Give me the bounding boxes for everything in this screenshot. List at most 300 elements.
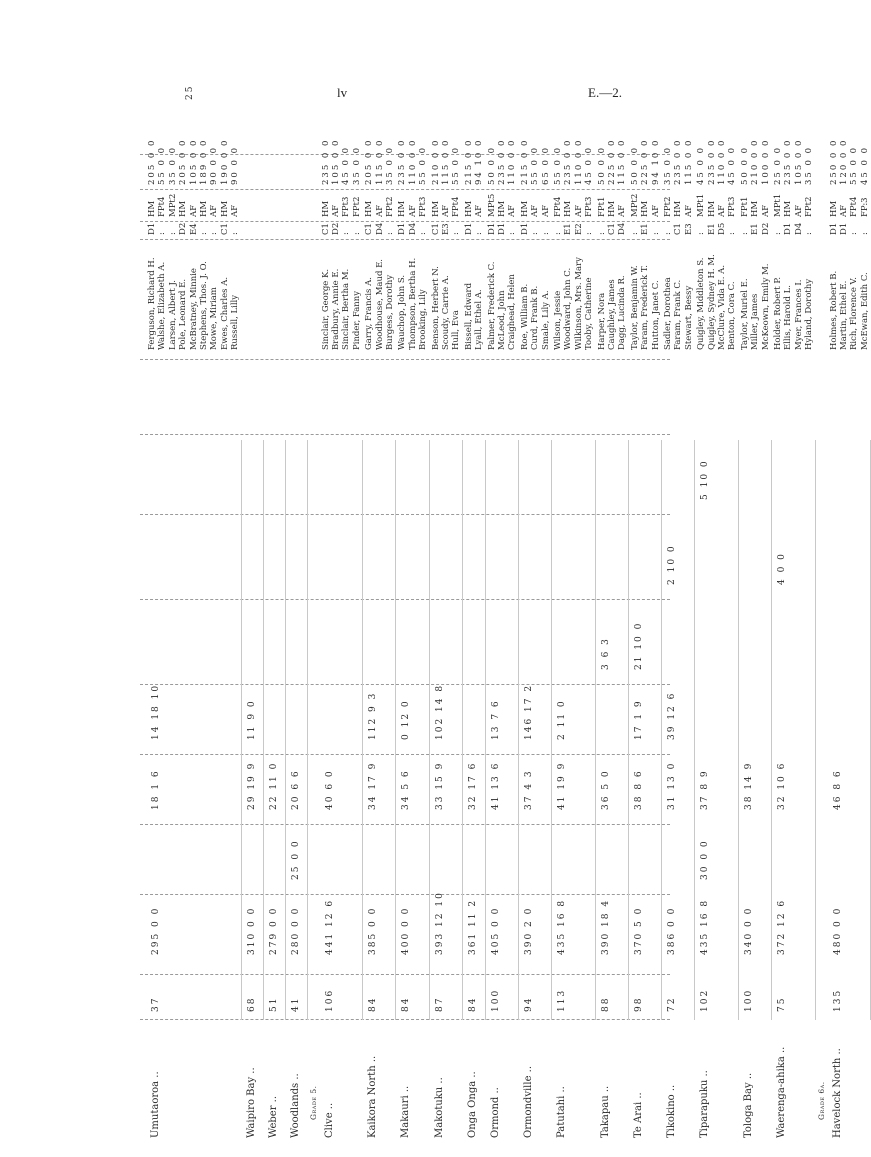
rule [140,1019,670,1020]
school-name: Makauri .. [400,1085,412,1138]
col6-amount: 102 14 8 [434,683,445,740]
teacher-classification: : [727,232,738,235]
row-separator [263,440,264,1020]
teacher-name: Myer, Frances I. [793,279,804,350]
teacher-name: Brooking, Lily [418,289,429,350]
salary-total: 390 2 0 [523,906,534,955]
rotated-table [140,60,870,1140]
col8-amount: 4 0 0 [777,552,787,585]
teacher-salary: 90 0 0 [230,145,241,185]
teacher-position: HM [364,200,375,217]
salary-total: 385 0 0 [368,906,379,955]
teacher-name: Russell, Lilly [230,294,241,350]
teacher-salary: 55 0 0 [553,145,563,185]
teacher-classification: : [596,232,607,235]
teacher-position: FPt1 [596,196,607,217]
school-name: Tikokino .. [666,1084,677,1138]
teacher-salary: 225 0 0 [640,138,651,185]
teacher-position: AF [441,204,451,217]
teacher-position: AF [407,204,418,217]
average-attendance: 37 [151,996,161,1012]
col6-amount: 0 12 0 [401,699,412,740]
teacher-salary: 205 0 0 [147,138,157,185]
page-number: lv [337,85,348,100]
teacher-classification: D1 [783,222,794,235]
teacher-position: AF [507,204,518,217]
teacher-classification: : [507,232,518,235]
school-name: Umutaoroa .. [150,1071,161,1138]
teacher-classification: E2 [573,223,584,235]
teacher-classification: D2 [331,222,341,235]
teacher-name: McBratney, Minnie [188,268,199,350]
teacher-name: Benson, Herbert N. [430,266,441,350]
teacher-salary: 115 0 0 [374,138,385,185]
row-separator [694,440,695,1020]
salary-total: 280 0 0 [290,906,301,955]
teacher-position: AF [617,204,628,217]
teacher-salary: 110 0 0 [717,138,727,185]
school-name: Ormond .. [489,1087,501,1138]
salary-total: 400 0 0 [401,906,412,955]
teacher-position: MPt1 [696,193,707,217]
school-name: Makotuku .. [433,1077,445,1138]
average-attendance: 88 [600,996,611,1012]
salary-total: 386 0 0 [667,906,677,955]
teacher-name: Pole, Leonard E. [178,278,189,350]
teacher-position: AF [717,204,727,217]
teacher-salary: 25 0 0 [773,145,783,185]
col5-amount: 18 1 6 [151,769,161,810]
teacher-classification: E1 [706,223,717,235]
teacher-salary: 115 0 0 [441,138,451,185]
teacher-classification: : [199,232,209,235]
teacher-classification: : [804,232,815,235]
teacher-name: Pinder, Fanny [351,290,362,350]
school-name: Woodlands .. [289,1073,301,1138]
col5-amount: 36 5 0 [600,769,611,810]
average-attendance: 106 [324,988,335,1012]
teacher-name: McEwan, Edith C. [859,272,870,350]
teacher-name: Ewes, Charles A. [219,276,230,350]
teacher-position: FPt2 [351,196,362,217]
teacher-name: Wilkinson, Mrs. Mary [573,257,584,350]
teacher-name: Martin, Ethel E. [839,280,849,350]
teacher-classification: : [474,232,485,235]
teacher-position: FPt2 [804,196,815,217]
rule [140,974,670,975]
teacher-salary: 215 0 0 [519,138,530,185]
teacher-salary: 55 0 0 [157,145,168,185]
teacher-salary: 120 0 0 [839,138,849,185]
teacher-salary: 250 0 0 [828,138,839,185]
teacher-classification: : [584,232,595,235]
teacher-salary: 205 0 0 [178,138,189,185]
rule [140,894,670,895]
teacher-classification: D4 [407,222,418,235]
teacher-classification: E1 [640,223,651,235]
teacher-salary: 190 0 0 [219,138,230,185]
teacher-name: Quigley, Middleton S. [696,257,707,350]
teacher-classification: D1 [497,222,507,235]
teacher-classification: : [663,232,673,235]
teacher-classification: : [167,232,178,235]
teacher-salary: 55 0 0 [418,145,429,185]
teacher-name: Scoudy, Carrie A. [441,275,451,350]
teacher-position: MPt2 [629,193,640,217]
teacher-classification: : [230,232,241,235]
salary-total: 340 0 0 [743,906,754,955]
col5-amount: 41 19 9 [557,761,567,810]
teacher-salary: 35 0 0 [663,145,673,185]
teacher-salary: 65 0 0 [540,145,551,185]
teacher-classification: D1 [147,222,157,235]
col5-amount: 41 13 6 [490,761,501,810]
col6-amount: 39 12 6 [667,691,677,740]
teacher-name: Hyland, Dorothy [804,278,815,350]
row-separator [815,440,816,1020]
rule [140,239,670,240]
row-separator [738,440,739,1020]
teacher-name: Tooby, Catherine [584,277,595,350]
teacher-name: Caughley, James [607,279,617,350]
row-separator [462,440,463,1020]
col6-amount: 14 18 10 [151,683,161,740]
teacher-classification: D4 [793,222,804,235]
teacher-name: Sadler, Dorothea [663,277,673,350]
teacher-position: AF [540,204,551,217]
teacher-position: HM [397,200,408,217]
col5-amount: 31 13 0 [667,761,677,810]
teacher-salary: 90 0 0 [209,145,220,185]
school-name: Kaikora North .. [367,1055,379,1138]
teacher-salary: 35 0 0 [385,145,395,185]
salary-total: 370 5 0 [633,906,644,955]
col7-amount: 3 6 3 [600,637,611,670]
teacher-name: Miller, James [750,293,761,350]
teacher-salary: 235 0 0 [706,138,717,185]
teacher-classification: D1 [519,222,530,235]
row-separator [241,440,242,1020]
salary-total: 295 0 0 [151,906,161,955]
teacher-classification: E1 [563,223,574,235]
teacher-name: Benton, Cora C. [727,281,738,350]
teacher-classification: : [696,232,707,235]
col5-amount: 46 8 6 [832,769,843,810]
teacher-position: HM [497,200,507,217]
col5-amount: 34 5 6 [401,769,412,810]
col5-amount: 29 19 9 [246,761,257,810]
row-separator [429,440,430,1020]
teacher-salary: 110 0 0 [573,138,584,185]
salary-total: 441 12 6 [324,898,335,955]
teacher-salary: 45 0 0 [341,145,352,185]
rule [140,359,670,360]
col5-amount: 32 10 6 [777,761,787,810]
teacher-salary: 235 0 0 [783,138,794,185]
teacher-position: HM [178,200,189,217]
teacher-name: Ferguson, Richard H. [147,257,157,350]
school-name: Ormondville .. [522,1065,534,1138]
col6-amount: 2 11 0 [557,699,567,740]
teacher-position: HM [199,200,209,217]
teacher-name: McClure, Vida E. A. [717,264,727,350]
rule [140,684,670,685]
school-name: Tiparapuku .. [699,1070,711,1138]
row-separator [628,440,629,1020]
row-separator [307,440,308,1020]
teacher-name: Walshe, Elizabeth A. [157,261,168,350]
row-separator [595,440,596,1020]
teacher-name: Hull, Eva [451,310,462,350]
col6-amount: 11 9 0 [246,699,257,740]
teacher-classification: : [451,232,462,235]
average-attendance: 113 [557,988,567,1012]
salary-total: 372 12 6 [777,898,787,955]
teacher-name: Bradbury, Annie E. [331,268,341,350]
school-name: Patutahi .. [556,1086,567,1138]
grade-label: Grade 5. [308,1085,318,1120]
teacher-position: HM [430,200,441,217]
teacher-classification: D1 [828,222,839,235]
teacher-name: Lyall, Ethel A. [474,289,485,350]
teacher-classification: C1 [673,223,684,235]
teacher-classification: D1 [463,222,474,235]
teacher-salary: 45 0 0 [696,145,707,185]
teacher-position: FPt4 [451,196,462,217]
teacher-name: Stewart, Bessy [683,285,694,350]
teacher-name: Taylor, Benjamin W. [629,265,640,350]
school-name: Onga Onga .. [466,1071,478,1138]
average-attendance: 41 [290,996,301,1012]
col5-amount: 40 6 0 [324,769,335,810]
teacher-position: FPt4 [849,196,860,217]
teacher-position: HM [828,200,839,217]
teacher-position: HM [219,200,230,217]
teacher-position: AF [530,204,541,217]
teacher-salary: 35 0 0 [351,145,362,185]
teacher-position: HM [706,200,717,217]
col4-amount: 25 0 0 [290,839,301,880]
teacher-position: FPt3 [584,196,595,217]
teacher-name: Ellis, Harold L. [783,285,794,350]
teacher-position: HM [463,200,474,217]
teacher-classification: C1 [430,223,441,235]
teacher-name: Stephens, Thos. J. O. [199,261,209,350]
col5-amount: 33 15 9 [434,761,445,810]
teacher-salary: 45 0 0 [859,145,870,185]
col5-amount: 38 14 9 [743,761,754,810]
teacher-salary: 35 0 0 [804,145,815,185]
row-separator [362,440,363,1020]
teacher-classification: : [739,232,750,235]
teacher-salary: 50 0 0 [739,145,750,185]
salary-total: 405 0 0 [490,906,501,955]
teacher-position: AF [650,204,661,217]
teacher-position: FPt4 [553,196,563,217]
teacher-name: Wilson, Jessie [553,290,563,350]
salary-total: 310 0 0 [246,906,257,955]
teacher-salary: 45 0 0 [584,145,595,185]
average-attendance: 84 [467,996,478,1012]
teacher-name: Palmer, Frederick C. [486,261,497,350]
teacher-name: Sinclair, George K. [320,268,331,350]
teacher-classification: : [209,232,220,235]
col9-amount: 5 10 0 [700,459,711,500]
col5-amount: 20 6 6 [290,769,301,810]
teacher-classification: : [530,232,541,235]
teacher-name: Curd, Frank B. [530,285,541,350]
teacher-salary: 100 0 0 [760,138,771,185]
col5-amount: 32 17 6 [467,761,478,810]
teacher-position: MPt1 [773,193,783,217]
salary-total: 393 12 10 [434,891,445,955]
teacher-salary: 225 0 0 [607,138,617,185]
teacher-name: Dagg, Lucinda R. [617,275,628,350]
teacher-salary: 110 0 0 [407,138,418,185]
teacher-position: FPt1 [739,196,750,217]
teacher-position: FP:3 [859,197,870,217]
teacher-name: Taylor, Muriel E. [739,278,750,350]
teacher-name: Sinclair, Bertha M. [341,268,352,350]
teacher-classification: E1 [750,223,761,235]
average-attendance: 84 [368,996,379,1012]
teacher-salary: 94 10 0 [650,138,661,185]
average-attendance: 51 [268,996,279,1012]
teacher-position: HM [750,200,761,217]
salary-total: 361 11 2 [467,898,478,955]
teacher-classification: : [341,232,352,235]
col5-amount: 37 8 9 [700,769,711,810]
row-separator [395,440,396,1020]
teacher-salary: 205 0 0 [364,138,375,185]
rule [140,514,670,515]
row-separator [771,440,772,1020]
teacher-salary: 35 0 0 [167,145,178,185]
school-name: Takapau .. [599,1085,611,1138]
average-attendance: 75 [777,996,787,1012]
teacher-name: Thompson, Bertha H. [407,257,418,350]
rule [140,754,670,755]
school-name: Waerenga-ahika .. [776,1046,787,1138]
teacher-classification: : [650,232,661,235]
teacher-name: Faram, Frederick T. [640,265,651,350]
teacher-name: Harper, Nora [596,292,607,350]
teacher-classification: E3 [441,223,451,235]
teacher-classification: C1 [320,223,331,235]
salary-total: 435 16 8 [557,898,567,955]
teacher-classification: D1 [486,222,497,235]
teacher-name: Holder, Robert P. [773,276,783,350]
teacher-position: AF [331,204,341,217]
teacher-name: Woodhouse, Maud E. [374,259,385,350]
teacher-classification: E3 [683,223,694,235]
teacher-salary: 110 0 0 [507,138,518,185]
average-attendance: 135 [832,988,843,1012]
rule [140,824,670,825]
teacher-name: Faram, Frank C. [673,279,684,350]
teacher-salary: 105 0 0 [793,138,804,185]
teacher-name: Quigley, Sydney H. M. [706,254,717,350]
row-separator [551,440,552,1020]
teacher-classification: C1 [219,223,230,235]
teacher-classification: : [418,232,429,235]
teacher-salary: 115 0 0 [683,138,694,185]
teacher-salary: 94 10 0 [474,138,485,185]
teacher-classification: D1 [839,222,849,235]
teacher-position: AF [760,204,771,217]
teacher-classification: : [540,232,551,235]
teacher-position: HM [147,200,157,217]
row-separator [518,440,519,1020]
col5-amount: 34 17 9 [368,761,379,810]
teacher-salary: 210 0 0 [430,138,441,185]
teacher-position: FPt2 [385,196,395,217]
salary-total: 480 0 0 [832,906,843,955]
teacher-classification: D5 [717,222,727,235]
teacher-name: Smale, Lily A. [540,290,551,350]
col4-amount: 30 0 0 [700,839,711,880]
row-separator [485,440,486,1020]
teacher-salary: 50 0 0 [629,145,640,185]
teacher-salary: 115 0 0 [617,138,628,185]
teacher-name: Mowe, Miriam [209,287,220,350]
teacher-position: AF [374,204,385,217]
row-separator [661,440,662,1020]
school-name: Waipiro Bay .. [245,1067,257,1138]
teacher-classification: : [553,232,563,235]
teacher-position: MPt2 [167,193,178,217]
teacher-name: Woodward, John C. [563,267,574,350]
salary-total: 435 16 8 [700,898,711,955]
teacher-classification: : [629,232,640,235]
rule [140,434,670,435]
teacher-position: MPt5 [486,193,497,217]
salary-total: 279 0 0 [268,906,279,955]
row-separator [285,440,286,1020]
teacher-position: AF [474,204,485,217]
teacher-salary: 235 0 0 [320,138,331,185]
teacher-position: FPt4 [157,196,168,217]
col5-amount: 37 4 3 [523,769,534,810]
teacher-position: AF [793,204,804,217]
teacher-classification: : [849,232,860,235]
salary-total: 390 18 4 [600,898,611,955]
teacher-classification: D4 [374,222,385,235]
teacher-position: HM [607,200,617,217]
teacher-position: FPt3 [341,196,352,217]
teacher-position: HM [673,200,684,217]
teacher-position: FPt2 [663,196,673,217]
teacher-name: Bissell, Edward [463,282,474,350]
teacher-salary: 50 0 0 [486,145,497,185]
teacher-classification: D2 [178,222,189,235]
teacher-classification: : [351,232,362,235]
teacher-name: Burgess, Dorothy [385,274,395,350]
school-name: Clive .. [323,1102,335,1138]
col5-amount: 38 8 6 [633,769,644,810]
rule [140,599,670,600]
teacher-position: HM [320,200,331,217]
col8-amount: 2 10 0 [667,544,677,585]
average-attendance: 100 [743,988,754,1012]
teacher-salary: 55 0 0 [530,145,541,185]
teacher-salary: 55 0 0 [451,145,462,185]
teacher-position: HM [783,200,794,217]
teacher-classification: D1 [397,222,408,235]
teacher-position: HM [519,200,530,217]
col6-amount: 13 7 6 [490,699,501,740]
teacher-classification: D4 [617,222,628,235]
